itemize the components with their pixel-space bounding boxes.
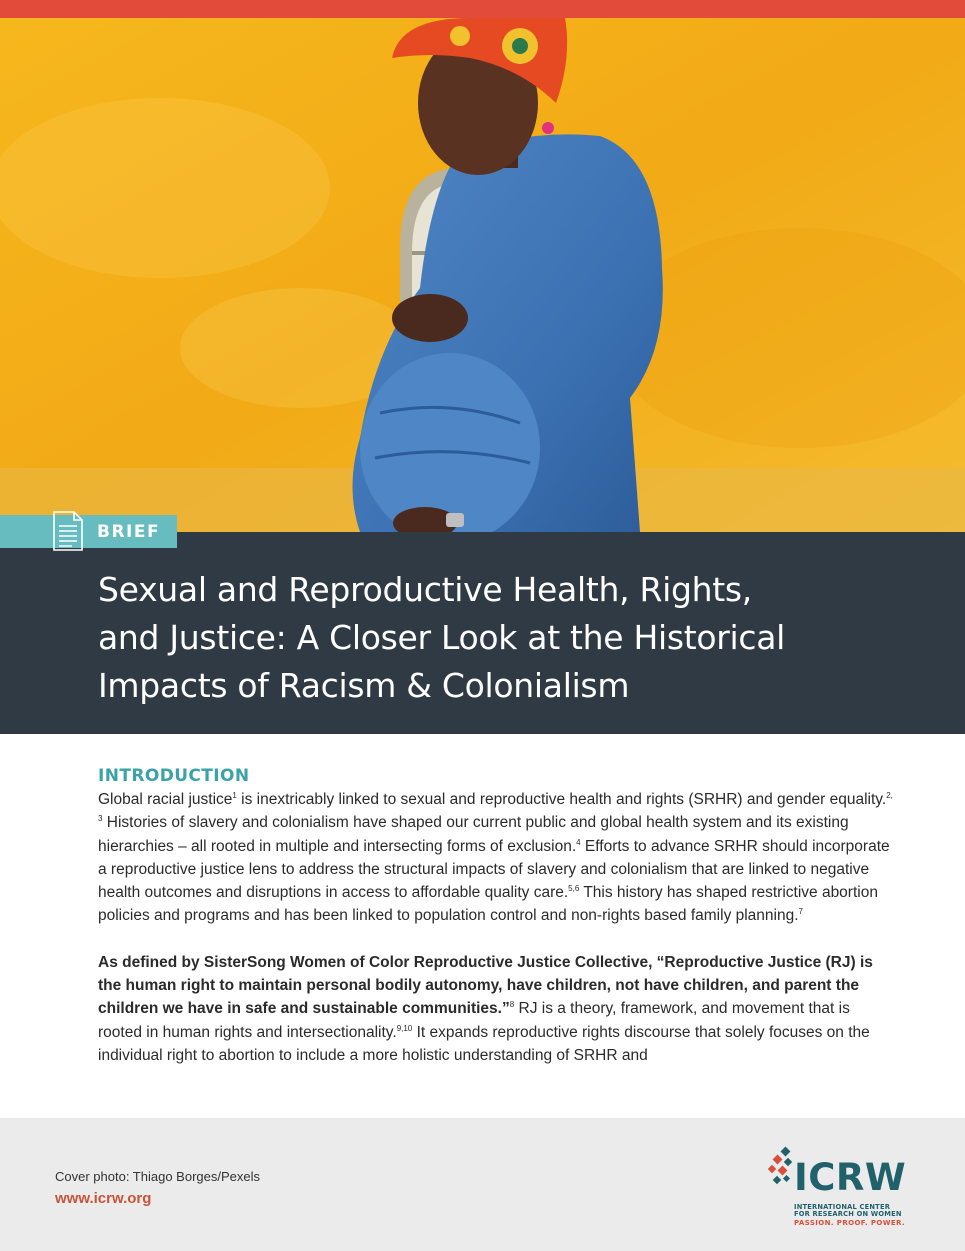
- cover-photo: [0, 18, 965, 532]
- brief-tag: [0, 515, 177, 548]
- bold-text: As defined by SisterSong Women of Color Reproductive Justice Collective, “Reproductive Justice (RJ) is the human right to maintain personal bodily autonomy, have children, not have children, and parent the children we have in safe and sustainable communities.”: [98, 953, 873, 1018]
- logo-subtitle-line-2: FOR RESEARCH ON WOMEN: [794, 1210, 902, 1218]
- logo-subtitle-line-1: INTERNATIONAL CENTER: [794, 1203, 891, 1211]
- footnote-ref: 8: [509, 1000, 515, 1010]
- intro-paragraph-1: Global racial justice$^1$ is inextricably linked to sexual and reproductive health and rights (SRHR) and gender equality.$^{2, 3}$ Histories of slavery and colonialism have shaped our current public and global health system and its existing hierarchies – all rooted in multiple and intersecting forms of exclusion.$^4$ Efforts to advance SRHR should incorporate a reproductive justice lens to address the structural impacts of slavery and colonialism that are linked to negative health outcomes and disruptions in access to affordable quality care.$^{5,6}$ This history has shaped restrictive abortion policies and programs and has been linked to population control and non-rights based family planning.$^7$: [98, 790, 893, 925]
- footnote-ref: 4: [576, 837, 581, 847]
- intro-paragraph-2: As defined by SisterSong Women of Color Reproductive Justice Collective, “Reproductive Justice (RJ) is the human right to maintain personal bodily autonomy, have children, not have children, and parent the children we have in safe and sustainable communities.”$^8$ RJ is a theory, framework, and movement that is rooted in human rights and intersectionality.$^{9,10}$ It expands reproductive rights discourse that solely focuses on the individual right to abortion to include a more holistic understanding of SRHR and: [98, 953, 873, 1064]
- top-accent-bar: [0, 0, 965, 18]
- diamond-cluster-logo-icon: [766, 1146, 796, 1196]
- footer: [0, 1118, 965, 1251]
- logo-tagline: PASSION. PROOF. POWER.: [794, 1219, 906, 1227]
- icrw-logo: [766, 1146, 916, 1234]
- footnote-ref: 5,6: [568, 884, 580, 894]
- website-link[interactable]: www.icrw.org: [55, 1190, 152, 1207]
- title-line: and Justice: A Closer Look at the Historical: [98, 618, 786, 657]
- footnote-ref: 1: [232, 790, 237, 800]
- title-line: Impacts of Racism & Colonialism: [98, 666, 630, 705]
- body-content: [98, 764, 898, 1067]
- title-line: Sexual and Reproductive Health, Rights,: [98, 570, 752, 609]
- title-banner: [0, 532, 965, 734]
- photo-credit: Cover photo: Thiago Borges/Pexels: [55, 1169, 260, 1184]
- logo-wordmark: ICRW: [794, 1156, 907, 1199]
- brief-label: BRIEF: [97, 522, 161, 542]
- footnote-ref: 2, 3: [98, 790, 893, 824]
- section-heading-introduction: INTRODUCTION: [98, 766, 250, 786]
- footnote-ref: 7: [798, 907, 803, 917]
- footnote-ref: 9,10: [396, 1023, 413, 1033]
- page-title: [98, 566, 858, 710]
- document-icon: [52, 510, 84, 552]
